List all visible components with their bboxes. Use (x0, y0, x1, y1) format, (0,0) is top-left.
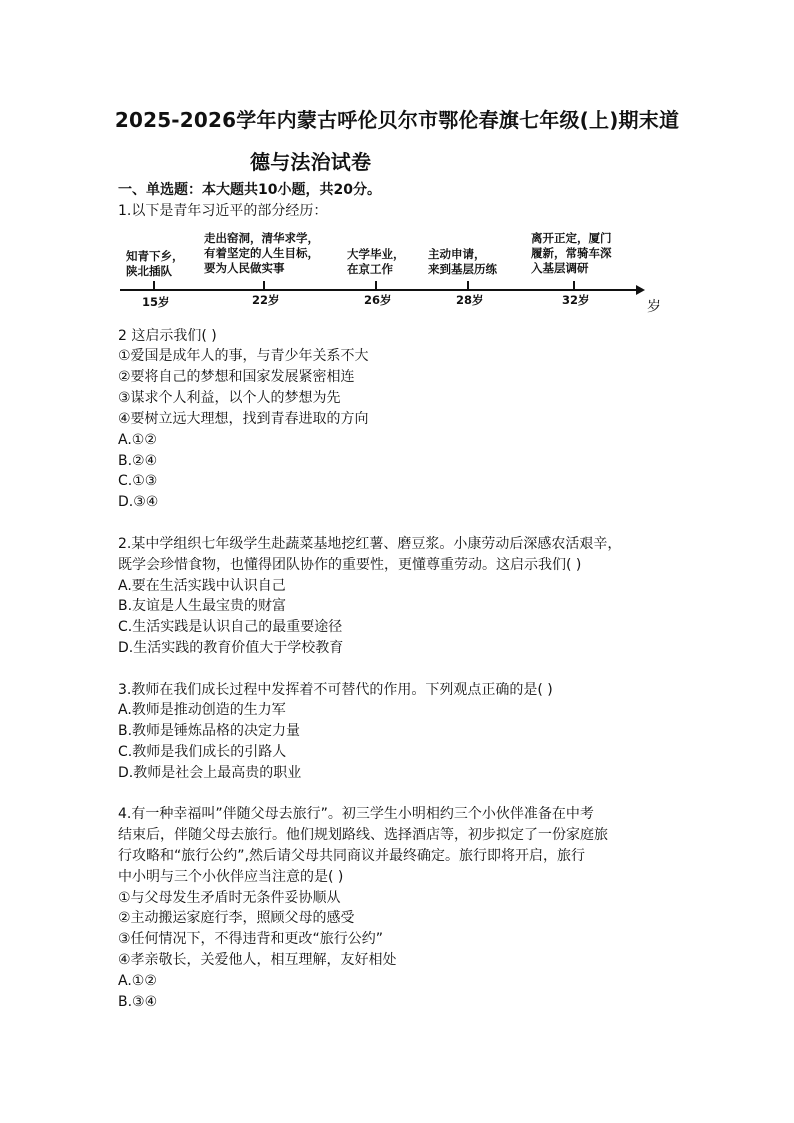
exam-title-line2: 德与法治试卷 (250, 150, 372, 174)
q3-stem: 3.教师在我们成长过程中发挥着不可替代的作用。下列观点正确的是( ) (118, 682, 553, 698)
q1-stem: 2 这启示我们( ) (118, 328, 217, 344)
timeline-event-2: 走出窑洞，清华求学， 有着坚定的人生目标， 要为人民做实事 (204, 231, 319, 275)
q1-option-b: B.②④ (118, 453, 158, 469)
timeline-tick (573, 281, 575, 290)
q1-option-d: D.③④ (118, 494, 159, 510)
q2-option-d: D.生活实践的教育价值大于学校教育 (118, 640, 344, 656)
q1-statement-3: ③谋求个人利益，以个人的梦想为先 (118, 390, 341, 406)
q4-statement-1: ①与父母发生矛盾时无条件妥协顺从 (118, 890, 341, 906)
timeline-age-5: 32岁 (562, 293, 590, 307)
timeline-age-3: 26岁 (364, 293, 392, 307)
q2-option-c: C.生活实践是认识自己的最重要途径 (118, 619, 343, 635)
q3-option-d: D.教师是社会上最高贵的职业 (118, 765, 302, 781)
timeline-age-2: 22岁 (252, 293, 280, 307)
q4-option-b: B.③④ (118, 994, 158, 1010)
q1-option-c: C.①③ (118, 473, 158, 489)
q1-statement-4: ④要树立远大理想，找到青春进取的方向 (118, 411, 369, 427)
timeline-age-1: 15岁 (142, 295, 170, 309)
timeline-event-3: 大学毕业， 在京工作 (347, 247, 405, 276)
q1-intro: 1.以下是青年习近平的部分经历： (118, 203, 328, 219)
q1-statement-1: ①爱国是成年人的事，与青少年关系不大 (118, 348, 369, 364)
section-heading: 一、单选题：本大题共10小题，共20分。 (118, 182, 381, 198)
q2-stem-line1: 2.某中学组织七年级学生赴蔬菜基地挖红薯、磨豆浆。小康劳动后深感农活艰辛， (118, 536, 622, 552)
q4-statement-4: ④孝亲敬长，关爱他人，相互理解，友好相处 (118, 952, 397, 968)
timeline-tick (263, 281, 265, 290)
q3-option-a: A.教师是推动创造的生力军 (118, 702, 286, 718)
q4-statement-2: ②主动搬运家庭行李，照顾父母的感受 (118, 910, 355, 926)
timeline-axis-unit: 岁 (647, 299, 661, 315)
q4-option-a: A.①② (118, 973, 157, 989)
q1-statement-2: ②要将自己的梦想和国家发展紧密相连 (118, 369, 355, 385)
timeline-arrow (636, 285, 645, 295)
timeline-axis (120, 289, 640, 291)
q2-option-b: B.友谊是人生最宝贵的财富 (118, 598, 287, 614)
timeline-tick (467, 281, 469, 290)
q2-option-a: A.要在生活实践中认识自己 (118, 578, 286, 594)
q4-statement-3: ③任何情况下，不得违背和更改“旅行公约” (118, 931, 384, 947)
timeline-event-1: 知青下乡， 陕北插队 (126, 249, 184, 278)
timeline-event-4: 主动申请， 来到基层历练 (428, 247, 497, 276)
timeline-tick (375, 281, 377, 290)
timeline-event-5: 离开正定，厦门 履新，常骑车深 入基层调研 (531, 231, 612, 275)
q3-option-c: C.教师是我们成长的引路人 (118, 744, 287, 760)
q3-option-b: B.教师是锤炼品格的决定力量 (118, 723, 301, 739)
q2-stem-line2: 既学会珍惜食物，也懂得团队协作的重要性，更懂尊重劳动。这启示我们( ) (118, 557, 582, 573)
timeline-tick (153, 281, 155, 290)
q4-stem-line2: 结束后，伴随父母去旅行。他们规划路线、选择酒店等，初步拟定了一份家庭旅 (118, 827, 608, 843)
q4-stem-line1: 4.有一种幸福叫”伴随父母去旅行”。初三学生小明相约三个小伙伴准备在中考 (118, 806, 594, 822)
exam-title-line1: 2025-2026学年内蒙古呼伦贝尔市鄂伦春旗七年级(上)期末道 (114, 108, 680, 132)
timeline-age-4: 28岁 (456, 293, 484, 307)
q4-stem-line3: 行攻略和“旅行公约”,然后请父母共同商议并最终确定。旅行即将开启，旅行 (118, 848, 585, 864)
q1-option-a: A.①② (118, 432, 157, 448)
q4-stem-line4: 中小明与三个小伙伴应当注意的是( ) (118, 869, 344, 885)
